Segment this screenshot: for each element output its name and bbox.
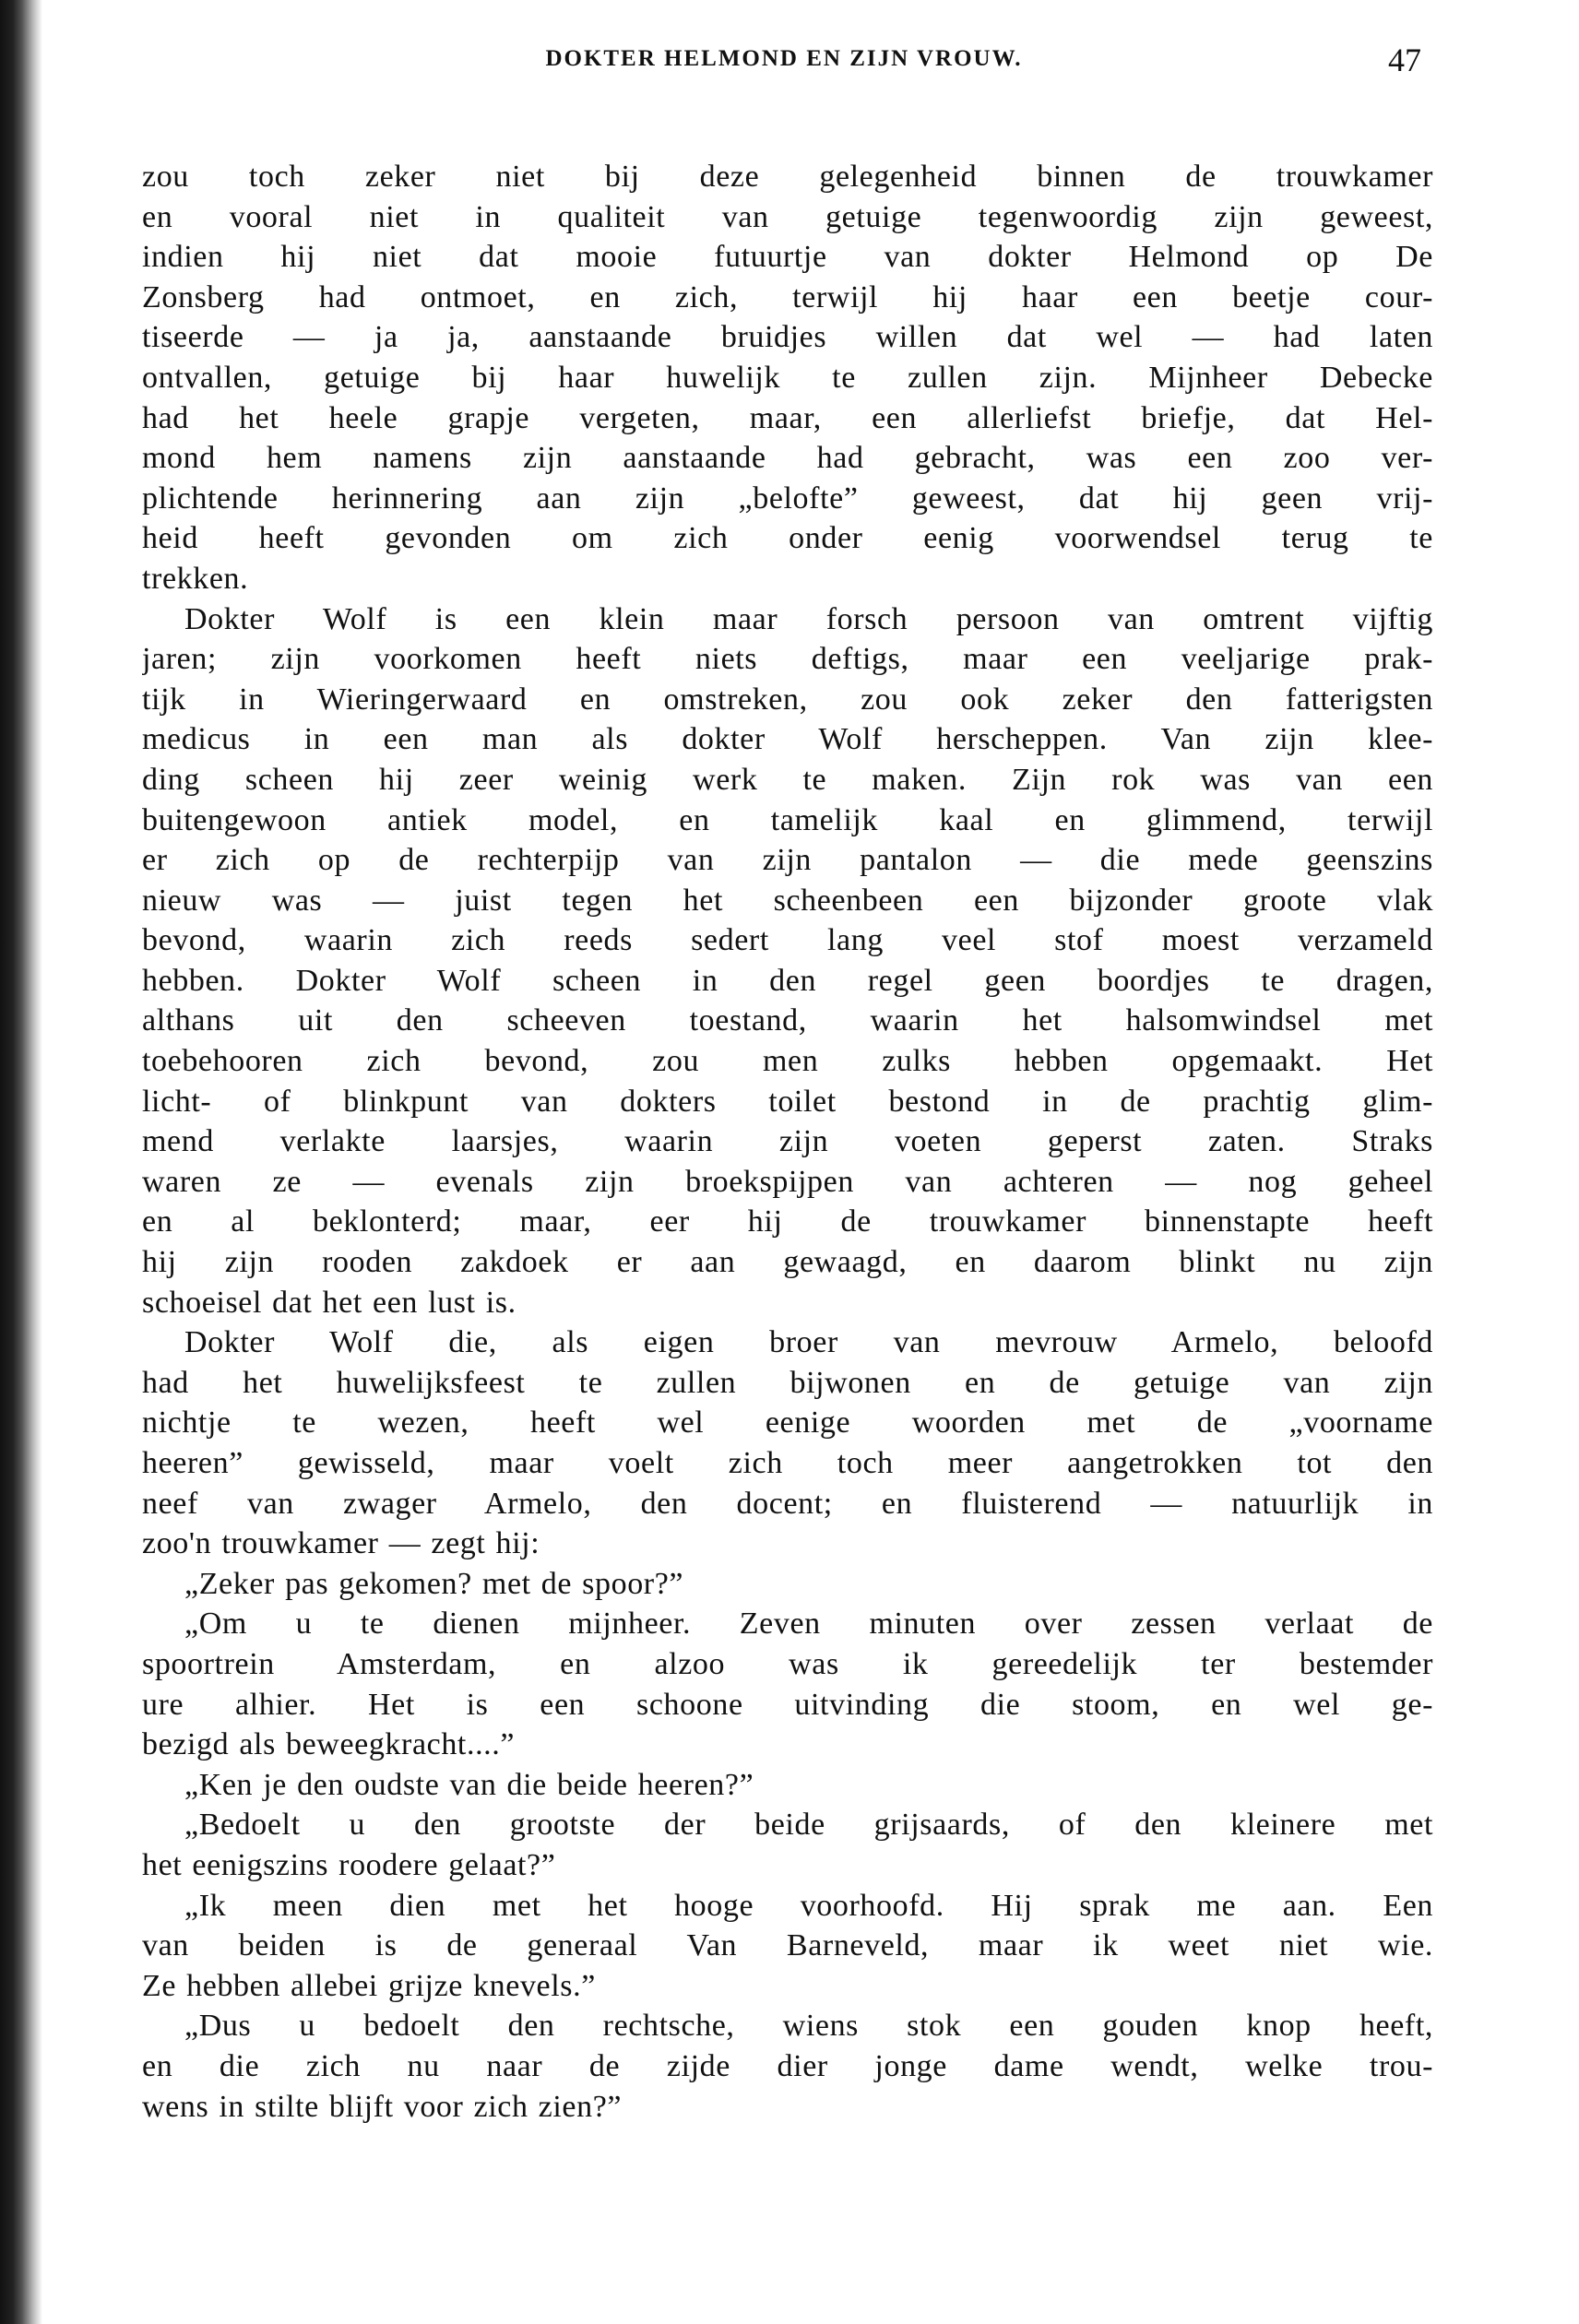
text-line: zou toch zeker niet bij deze gelegenheid binnen de trouwkamer <box>142 160 1433 194</box>
page-header <box>0 42 1579 83</box>
text-line: „Zeker pas gekomen? met de spoor?” <box>184 1566 684 1601</box>
text-line: het eenigszins roodere gelaat?” <box>142 1847 556 1882</box>
text-line: mond hem namens zijn aanstaande had gebracht, was een zoo ver- <box>142 441 1433 476</box>
text-line: indien hij niet dat mooie futuurtje van dokter Helmond op De <box>142 240 1433 275</box>
text-line: spoortrein Amsterdam, en alzoo was ik gereedelijk ter bestemder <box>142 1646 1433 1681</box>
text-line: en vooral niet in qualiteit van getuige tegenwoordig zijn geweest, <box>142 199 1433 234</box>
text-line: plichtende herinnering aan zijn „belofte” geweest, dat hij geen vrij- <box>142 480 1433 516</box>
text-line: ding scheen hij zeer weinig werk te maken. Zijn rok was van een <box>142 762 1433 797</box>
text-line: neef van zwager Armelo, den docent; en fluisterend — natuurlijk in <box>142 1486 1433 1521</box>
page-number: 47 <box>1388 42 1421 78</box>
text-line: er zich op de rechterpijp van zijn pantalon — die mede geenszins <box>142 843 1433 878</box>
text-line: ontvallen, getuige bij haar huwelijk te zullen zijn. Mijnheer Debecke <box>142 360 1433 395</box>
text-line: nieuw was — juist tegen het scheenbeen een bijzonder groote vlak <box>142 883 1433 918</box>
text-line: Ze hebben allebei grijze knevels.” <box>142 1968 596 2003</box>
text-line: zoo'n trouwkamer — zegt hij: <box>142 1526 540 1561</box>
text-line: en die zich nu naar de zijde dier jonge dame wendt, welke trou- <box>142 2048 1433 2083</box>
text-line: van beiden is de generaal Van Barneveld, maar ik weet niet wie. <box>142 1928 1433 1963</box>
text-line: wens in stilte blijft voor zich zien?” <box>142 2089 623 2124</box>
text-line: Dokter Wolf die, als eigen broer van mevrouw Armelo, beloofd <box>184 1325 1433 1360</box>
book-binding-shadow <box>0 0 42 2324</box>
body-text <box>142 157 1433 2127</box>
text-line: hebben. Dokter Wolf scheen in den regel geen boordjes te dragen, <box>142 963 1433 998</box>
text-line: „Dus u bedoelt den rechtsche, wiens stok een gouden knop heeft, <box>184 2009 1433 2044</box>
text-line: had het huwelijksfeest te zullen bijwonen en de getuige van zijn <box>142 1365 1433 1400</box>
text-line: waren ze — evenals zijn broekspijpen van achteren — nog geheel <box>142 1164 1433 1199</box>
text-line: bevond, waarin zich reeds sedert lang veel stof moest verzameld <box>142 923 1433 958</box>
text-line: toebehooren zich bevond, zou men zulks hebben opgemaakt. Het <box>142 1044 1433 1079</box>
text-line: althans uit den scheeven toestand, waarin het halsomwindsel met <box>142 1003 1433 1038</box>
text-line: had het heele grapje vergeten, maar, een allerliefst briefje, dat Hel- <box>142 400 1433 435</box>
text-line: nichtje te wezen, heeft wel eenige woorden met de „voorname <box>142 1405 1433 1441</box>
text-line: medicus in een man als dokter Wolf herscheppen. Van zijn klee- <box>142 722 1433 757</box>
text-line: „Om u te dienen mijnheer. Zeven minuten over zessen verlaat de <box>184 1607 1433 1642</box>
text-line: trekken. <box>142 561 249 596</box>
text-line: tijk in Wieringerwaard en omstreken, zou ook zeker den fatterigsten <box>142 682 1433 717</box>
text-line: bezigd als beweegkracht....” <box>142 1727 516 1762</box>
text-line: en al beklonterd; maar, eer hij de trouwkamer binnenstapte heeft <box>142 1204 1433 1239</box>
text-line: licht- of blinkpunt van dokters toilet bestond in de prachtig glim- <box>142 1084 1433 1119</box>
text-line: hij zijn rooden zakdoek er aan gewaagd, en daarom blinkt nu zijn <box>142 1245 1433 1280</box>
running-title: DOKTER HELMOND EN ZIJN VROUW. <box>545 46 1023 71</box>
text-line: mend verlakte laarsjes, waarin zijn voeten geperst zaten. Straks <box>142 1124 1433 1159</box>
text-line: „Ik meen dien met het hooge voorhoofd. Hij sprak me aan. Een <box>184 1888 1433 1923</box>
text-line: Zonsberg had ontmoet, en zich, terwijl hij haar een beetje cour- <box>142 279 1433 314</box>
text-line: heid heeft gevonden om zich onder eenig voorwendsel terug te <box>142 521 1433 556</box>
text-line: ure alhier. Het is een schoone uitvinding die stoom, en wel ge- <box>142 1687 1433 1722</box>
text-line: „Ken je den oudste van die beide heeren?” <box>184 1767 754 1802</box>
text-line: buitengewoon antiek model, en tamelijk kaal en glimmend, terwijl <box>142 802 1433 837</box>
text-line: Dokter Wolf is een klein maar forsch persoon van omtrent vijftig <box>184 601 1433 636</box>
text-line: heeren” gewisseld, maar voelt zich toch meer aangetrokken tot den <box>142 1446 1433 1480</box>
text-line: jaren; zijn voorkomen heeft niets deftigs, maar een veeljarige prak- <box>142 642 1433 677</box>
text-line: „Bedoelt u den grootste der beide grijsaards, of den kleinere met <box>184 1808 1433 1843</box>
text-line: schoeisel dat het een lust is. <box>142 1285 516 1320</box>
text-line: tiseerde — ja ja, aanstaande bruidjes willen dat wel — had laten <box>142 320 1433 355</box>
